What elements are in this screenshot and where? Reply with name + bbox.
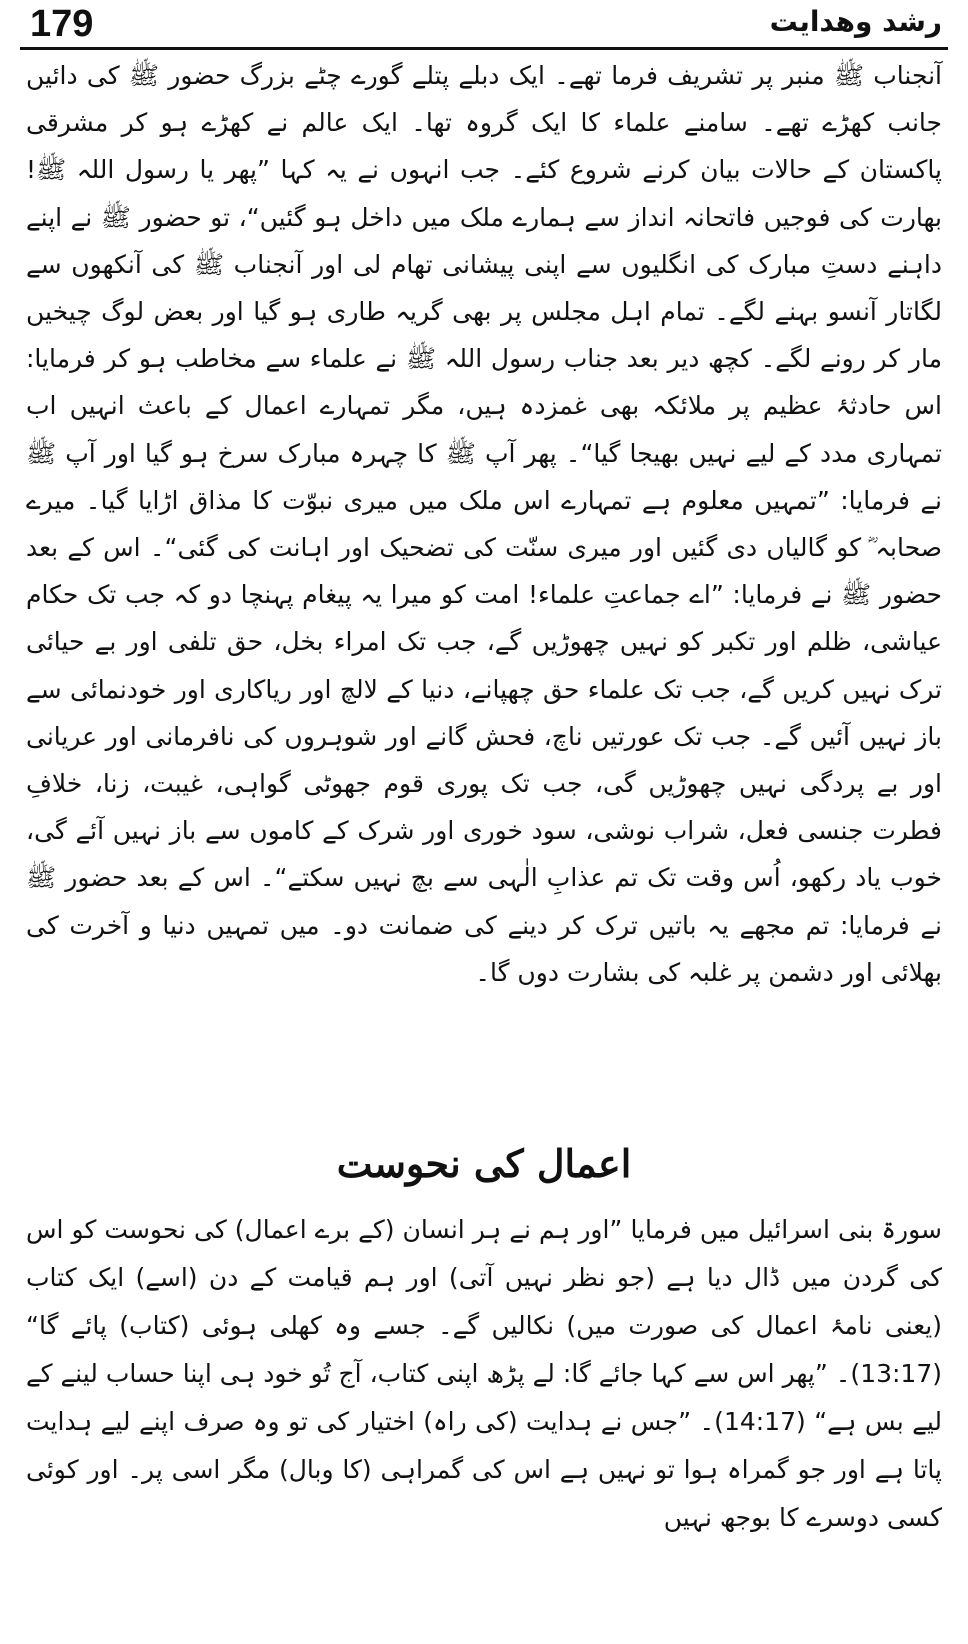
narrative-paragraph: آنجناب ﷺ منبر پر تشریف فرما تھے۔ ایک دبلے پتلے گورے چٹے بزرگ حضور ﷺ کی دائیں جانب کھڑے تھے۔ سامنے علماء کا ایک گروہ تھا۔ ایک عالم نے کھڑے ہو کر مشرقی پاکستان کے حالات بیان کرنے شروع کئے۔ جب انہوں نے یہ کہا ”پھر یا رسول اللہ ﷺ! بھارت کی فوجیں فاتحانہ انداز سے ہمارے ملک میں داخل ہو گئیں“، تو حضور ﷺ نے اپنے داہنے دستِ مبارک کی انگلیوں سے اپنی پیشانی تھام لی اور آنجناب ﷺ کی آنکھوں سے لگاتار آنسو بہنے لگے۔ تمام اہل مجلس پر بھی گریہ طاری ہو گیا اور بعض لوگ چیخیں مار کر رونے لگے۔ کچھ دیر بعد جناب رسول اللہ ﷺ نے علماء سے مخاطب ہو کر فرمایا: اس حادثۂ عظیم پر ملائکہ بھی غمزدہ ہیں، مگر تمہارے اعمال کے باعث انہیں اب تمہاری مدد کے لیے نہیں بھیجا گیا“۔ پھر آپ ﷺ کا چہرہ مبارک سرخ ہو گیا اور آپ ﷺ نے فرمایا: ”تمہیں معلوم ہے تمہارے اس ملک میں میری نبوّت کا مذاق اڑایا گیا۔ میرے صحابہ ؓ کو گالیاں دی گئیں اور میری سنّت کی تضحیک اور اہانت کی گئی“۔ اس کے بعد حضور ﷺ نے فرمایا: ”اے جماعتِ علماء! امت کو میرا یہ پیغام پہنچا دو کہ جب تک حکام عیاشی، ظلم اور تکبر کو نہیں چھوڑیں گے، جب تک امراء بخل، حق تلفی اور بے حیائی ترک نہیں کریں گے، جب تک علماء حق چھپانے، دنیا کے لالچ اور ریاکاری اور خودنمائی سے باز نہیں آئیں گے۔ جب تک عورتیں ناچ، فحش گانے اور شوہروں کی نافرمانی اور عریانی اور بے پردگی نہیں چھوڑیں گی، جب تک پوری قوم جھوٹی گواہی، غیبت، زنا، خلافِ فطرت جنسی فعل، شراب نوشی، سود خوری اور شرک کے کاموں سے باز نہیں آئے گی، خوب یاد رکھو، اُس وقت تک تم عذابِ الٰہی سے بچ نہیں سکتے“۔ اس کے بعد حضور ﷺ نے فرمایا: تم مجھے یہ باتیں ترک کر دینے کی ضمانت دو۔ میں تمہیں دنیا و آخرت کی بھلائی اور دشمن پر غلبہ کی بشارت دوں گا۔ — [26, 61, 942, 987]
running-title: رشد وھدایت — [769, 5, 942, 38]
header-divider — [20, 47, 948, 50]
section-heading: اعمال کی نحوست — [336, 1141, 632, 1186]
page-number: 179 — [30, 3, 94, 45]
section-paragraph: سورۃ بنی اسرائیل میں فرمایا ”اور ہم نے ہر انسان (کے برے اعمال) کی نحوست کو اس کی گردن میں ڈال دیا ہے (جو نظر نہیں آتی) اور ہم قیامت کے دن (اسے) ایک کتاب (یعنی نامۂ اعمال کی صورت میں) نکالیں گے۔ جسے وہ کھلی ہوئی (کتاب) پائے گا“ (13:17)۔ ”پھر اس سے کہا جائے گا: لے پڑھ اپنی کتاب، آج تُو خود ہی اپنا حساب لینے کے لیے بس ہے“ (14:17)۔ ”جس نے ہدایت (کی راہ) اختیار کی تو وہ صرف اپنے لیے ہدایت پاتا ہے اور جو گمراہ ہوا تو نہیں ہے اس کی گمراہی (کا وبال) مگر اسی پر۔ اور کوئی کسی دوسرے کا بوجھ نہیں — [26, 1215, 942, 1532]
page-header — [22, 2, 946, 48]
